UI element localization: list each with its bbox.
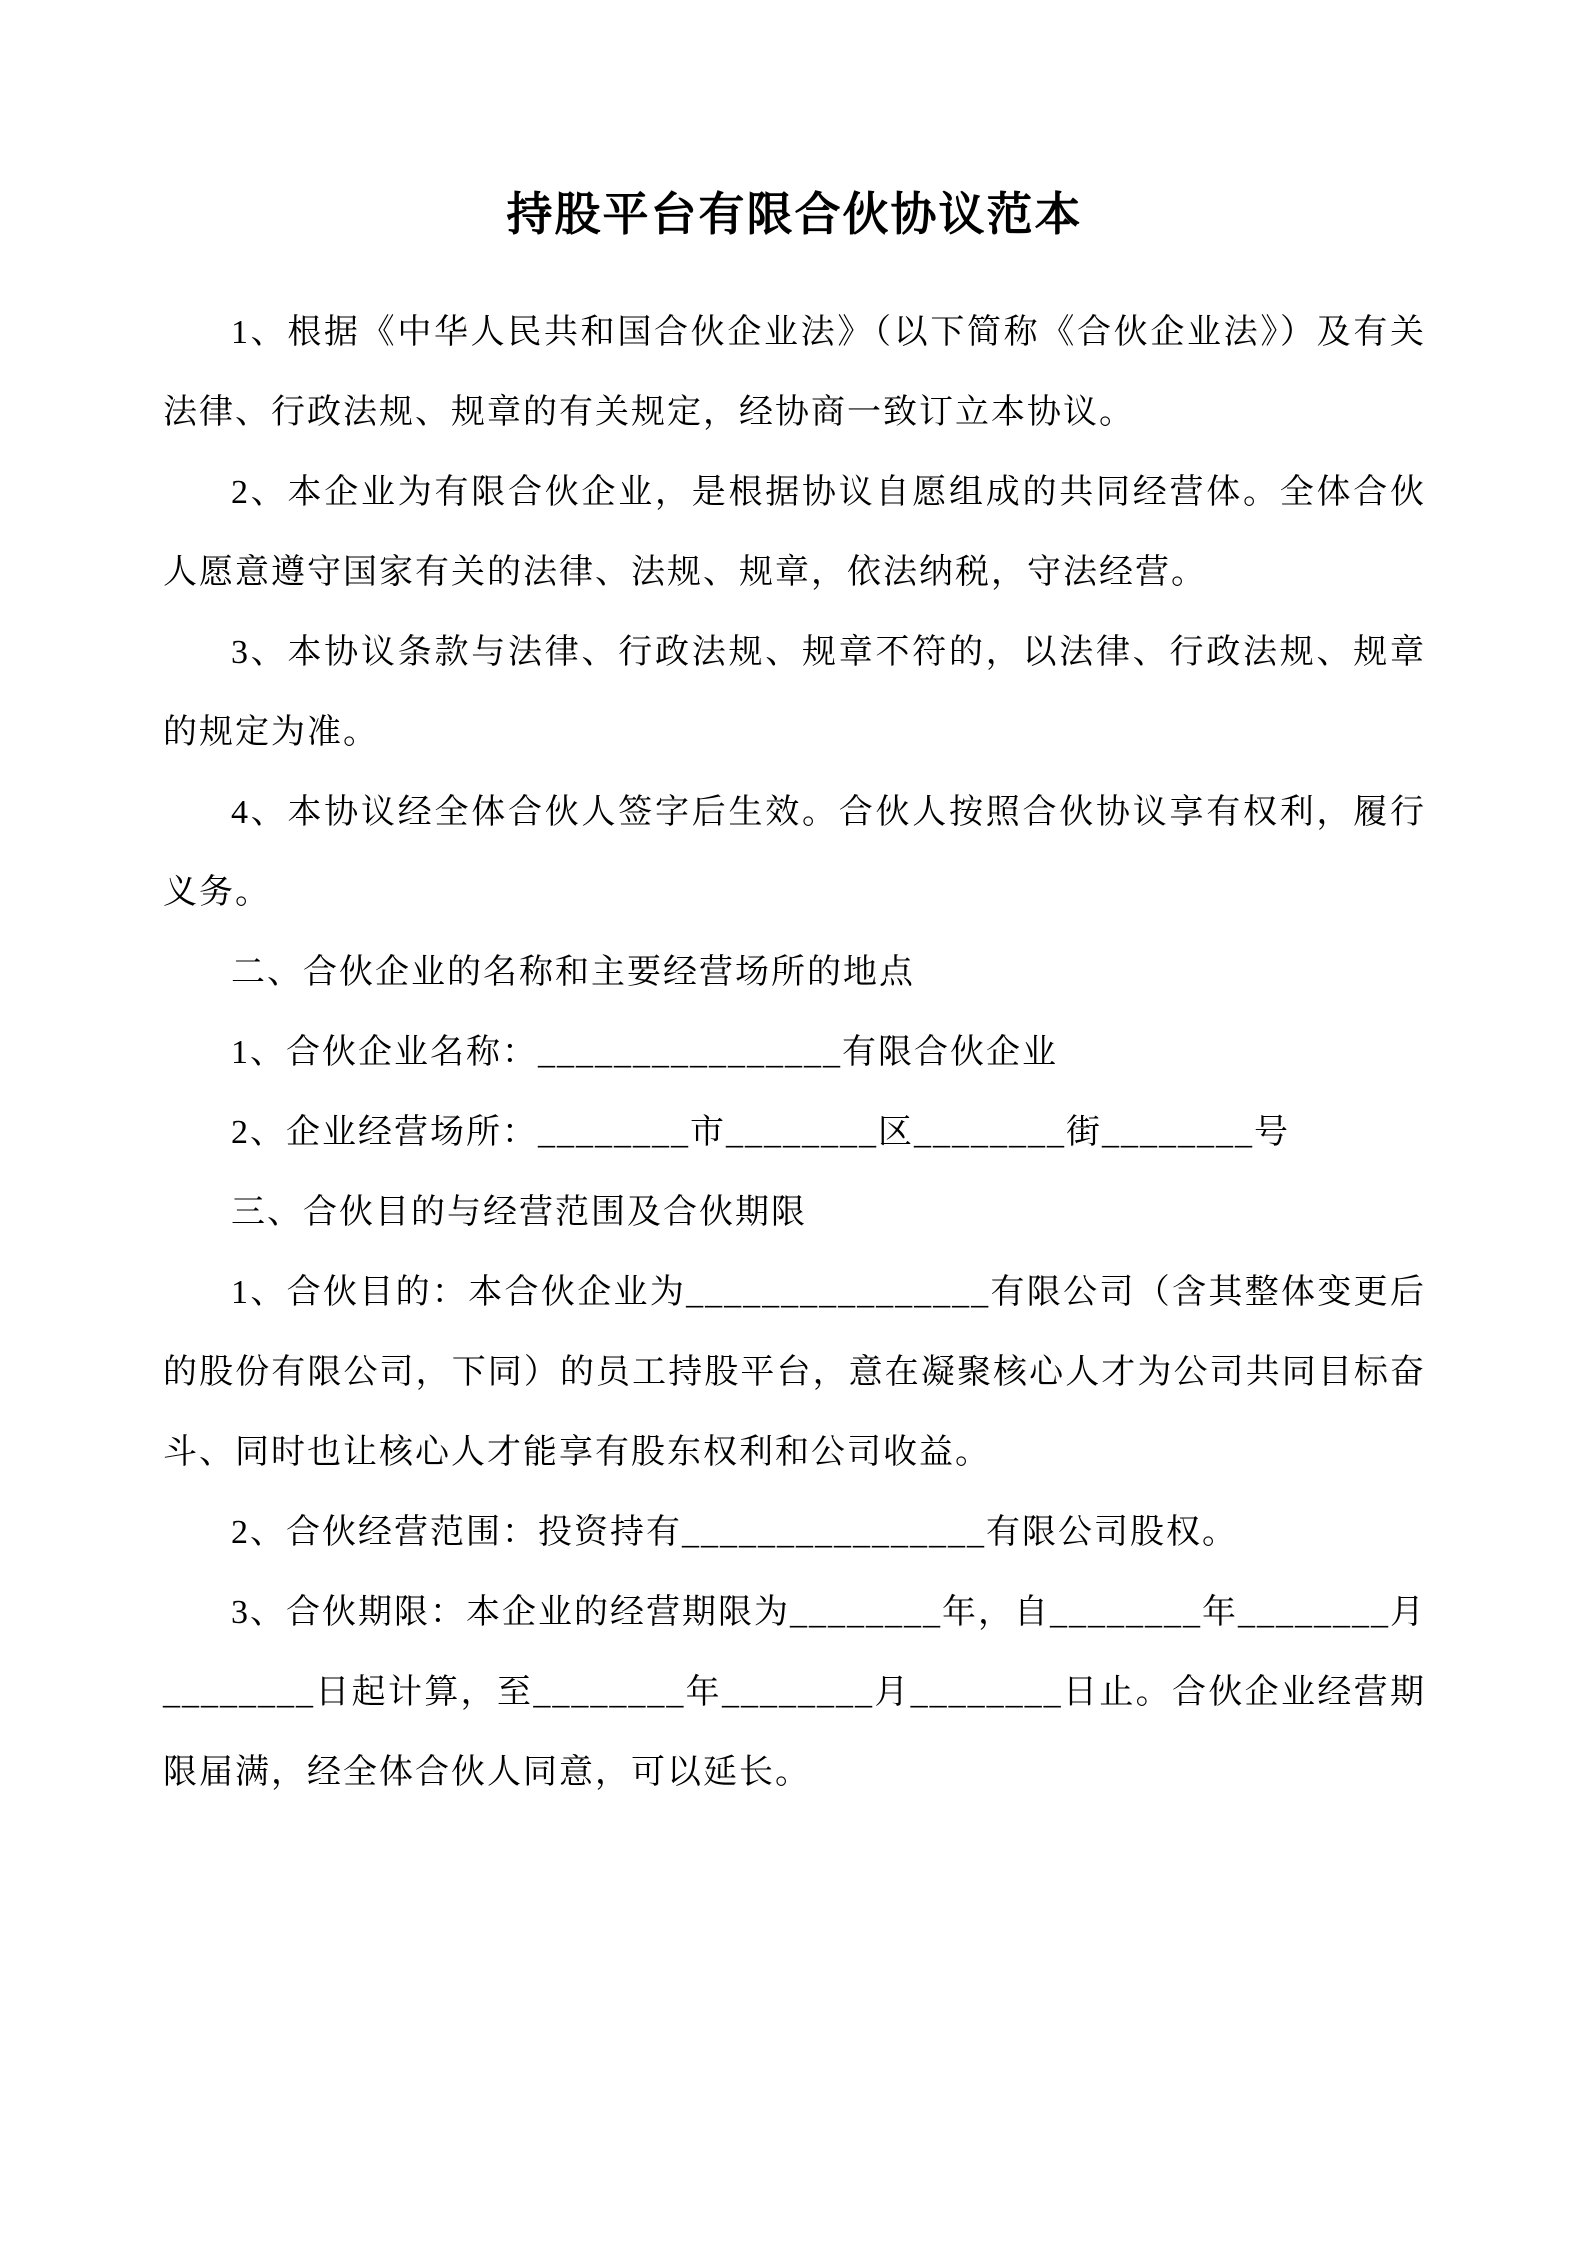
document-title: 持股平台有限合伙协议范本	[506, 188, 1083, 240]
clause-business-scope: 2、合伙经营范围：投资持有________________有限公司股权。	[231, 1513, 1238, 1551]
clause-partnership-name: 1、合伙企业名称：________________有限合伙企业	[231, 1033, 1058, 1071]
clause-general-2: 2、本企业为有限合伙企业，是根据协议自愿组成的共同经营体。全体合伙人愿意遵守国家有关的法律、法规、规章，依法纳税，守法经营。	[163, 473, 1426, 591]
section-heading-purpose-scope-term: 三、合伙目的与经营范围及合伙期限	[231, 1193, 807, 1231]
clause-partnership-purpose: 1、合伙目的：本合伙企业为________________有限公司（含其整体变更后的股份有限公司，下同）的员工持股平台，意在凝聚核心人才为公司共同目标奋斗、同时也让核心人才能享有股东权利和公司收益。	[163, 1273, 1426, 1471]
clause-general-3: 3、本协议条款与法律、行政法规、规章不符的，以法律、行政法规、规章的规定为准。	[163, 633, 1426, 751]
clause-business-premises: 2、企业经营场所：________市________区________街________号	[231, 1113, 1290, 1151]
section-heading-name-location: 二、合伙企业的名称和主要经营场所的地点	[231, 953, 915, 991]
clause-general-1: 1、根据《中华人民共和国合伙企业法》（以下简称《合伙企业法》）及有关法律、行政法规、规章的有关规定，经协商一致订立本协议。	[163, 313, 1426, 431]
clause-partnership-term: 3、合伙期限：本企业的经营期限为________年，自________年________月________日起计算，至________年________月________日止。合伙企业经营期限届满，经全体合伙人同意，可以延长。	[163, 1593, 1426, 1791]
clause-general-4: 4、本协议经全体合伙人签字后生效。合伙人按照合伙协议享有权利，履行义务。	[163, 793, 1426, 911]
